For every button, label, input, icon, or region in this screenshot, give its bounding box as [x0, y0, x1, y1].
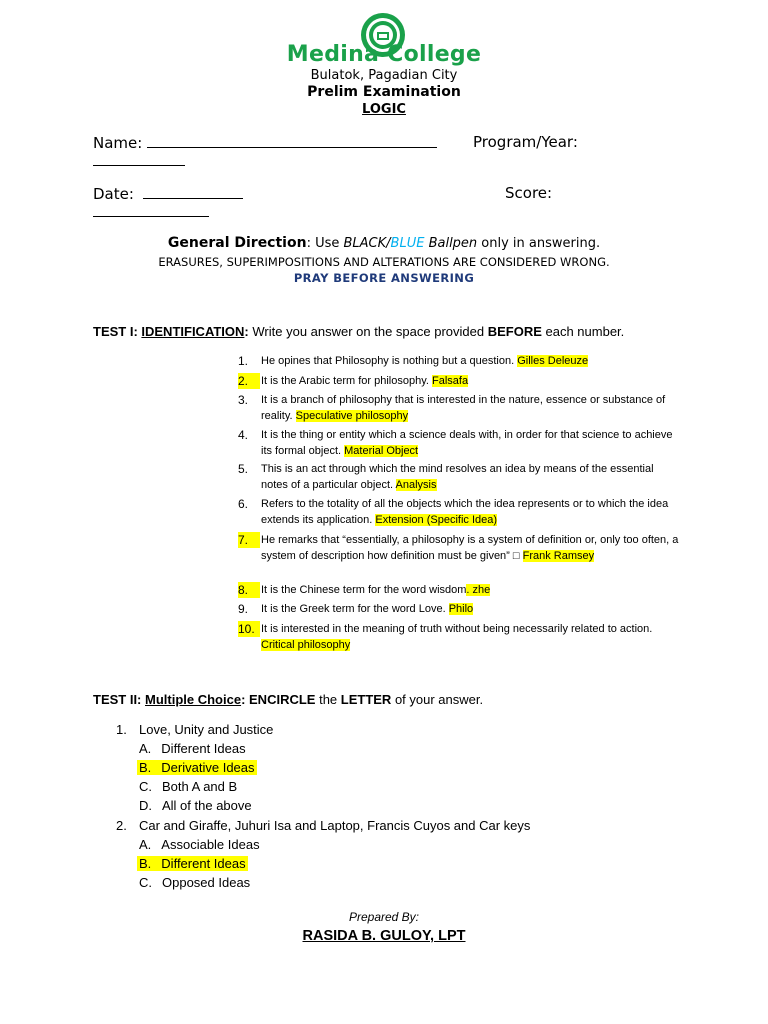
mc-q1-option-a[interactable] [139, 741, 246, 756]
mc-q2-option-a[interactable] [139, 837, 260, 852]
test2-instr-a: ENCIRCLE [249, 692, 316, 707]
option-text: Different Ideas [161, 741, 246, 756]
option-text: Associable Ideas [161, 837, 260, 852]
test2-title: Multiple Choice [145, 692, 242, 707]
item-answer: . zhe [466, 584, 491, 596]
mc-question-2-number: 2. [116, 818, 127, 833]
test1-colon: : [244, 324, 249, 339]
option-letter: C. [139, 779, 152, 794]
date-field [93, 184, 243, 203]
test1-instr-c: each number. [541, 324, 625, 339]
option-text: Opposed Ideas [162, 875, 251, 890]
college-name: Medina College [286, 42, 482, 67]
item-answer: Material Object [344, 445, 419, 457]
item-text: This is an act through which the mind resolves an idea by means of the essential notes of a particular object. [261, 463, 654, 491]
direction-post: Ballpen [424, 236, 478, 251]
test1-prefix: TEST I: [93, 324, 142, 339]
item-number: 9. [238, 602, 249, 616]
test2-prefix: TEST II: [93, 692, 145, 707]
item-text: It is the Chinese term for the word wisdom [261, 584, 467, 596]
item-text: It is the thing or entity which a science deals with, in order for that science to achieve its formal object. [261, 429, 673, 457]
test2-instr-b: the [315, 692, 341, 707]
item-answer: Philo [448, 603, 474, 615]
test1-instr-a: Write you answer on the space provided [248, 324, 488, 339]
item-text: He opines that Philosophy is nothing but a question. [261, 355, 518, 367]
option-letter: D. [139, 798, 152, 813]
score-label: Score: [505, 184, 553, 202]
mc-question-1-text: Love, Unity and Justice [139, 722, 274, 737]
general-direction [0, 235, 768, 251]
test2-heading [93, 692, 483, 707]
item-number: 2. [238, 373, 260, 389]
mc-q1-option-c[interactable] [139, 779, 237, 794]
item-text: Refers to the totality of all the objects which the idea represents or to which the idea extends its application. [261, 498, 669, 526]
program-blank-wrap [93, 151, 185, 170]
direction-label: General Direction [167, 235, 307, 251]
option-letter: A. [139, 837, 152, 852]
mc-q1-option-d[interactable] [139, 798, 252, 813]
item-answer: Falsafa [431, 375, 469, 387]
item-number: 10. [238, 621, 260, 637]
option-letter: B. [139, 760, 152, 775]
item-number: 4. [238, 428, 249, 442]
program-blank[interactable] [93, 151, 185, 166]
option-text: Derivative Ideas [161, 760, 255, 775]
direction-black: BLACK [343, 236, 387, 251]
name-label: Name: [93, 134, 143, 152]
subject-title: LOGIC [362, 102, 406, 117]
score-blank-wrap [93, 202, 209, 221]
item-number: 3. [238, 393, 249, 407]
mc-question-1-number: 1. [116, 722, 127, 737]
test2-instr-d: of your answer. [391, 692, 484, 707]
item-answer: Gilles Deleuze [517, 355, 589, 367]
option-letter: C. [139, 875, 152, 890]
direction-pre: : Use [306, 236, 344, 251]
erasures-warning: ERASURES, SUPERIMPOSITIONS AND ALTERATIONS ARE CONSIDERED WRONG. [158, 255, 610, 269]
test1-title: IDENTIFICATION [141, 324, 245, 339]
item-text: It is the Arabic term for philosophy. [261, 375, 432, 387]
date-label: Date: [93, 185, 134, 203]
mc-q1-option-b[interactable] [137, 760, 257, 775]
direction-slash: / [386, 236, 391, 251]
item-number: 5. [238, 462, 249, 476]
item-answer: Analysis [395, 479, 437, 491]
preparer-name: RASIDA B. GULOY, LPT [302, 928, 466, 944]
score-field [505, 184, 552, 202]
mc-question-2-text: Car and Giraffe, Juhuri Isa and Laptop, Francis Cuyos and Car keys [139, 818, 531, 833]
item-number: 7. [238, 532, 260, 548]
option-text: Different Ideas [161, 856, 246, 871]
name-blank[interactable] [147, 133, 437, 148]
item-answer: Extension (Specific Idea) [375, 514, 498, 526]
mc-q2-option-b[interactable] [137, 856, 248, 871]
date-blank[interactable] [143, 184, 243, 199]
item-text: It is the Greek term for the word Love. [261, 603, 449, 615]
option-letter: B. [139, 856, 152, 871]
item-answer: Speculative philosophy [295, 410, 409, 422]
item-answer: Frank Ramsey [522, 550, 595, 562]
direction-tail: only in answering. [477, 236, 601, 251]
item-text: He remarks that “essentially, a philosophy is a system of definition or, only too often, a system of description how definition must be given” □ [261, 534, 679, 562]
mc-q2-option-c[interactable] [139, 875, 250, 890]
test2-colon: : [241, 692, 250, 707]
option-text: All of the above [162, 798, 252, 813]
item-number: 6. [238, 497, 249, 511]
item-number: 1. [238, 354, 249, 368]
exam-title: Prelim Examination [307, 84, 461, 100]
score-blank[interactable] [93, 202, 209, 217]
college-address: Bulatok, Pagadian City [310, 68, 458, 83]
program-label: Program/Year: [473, 133, 578, 151]
item-answer: Critical philosophy [261, 639, 351, 651]
item-text: It is interested in the meaning of truth without being necessarily related to action. [261, 623, 653, 635]
test2-instr-c: LETTER [340, 692, 392, 707]
pray-note: PRAY BEFORE ANSWERING [293, 271, 475, 285]
name-field [93, 133, 437, 152]
option-text: Both A and B [162, 779, 238, 794]
test1-instr-b: BEFORE [487, 324, 542, 339]
test1-heading [93, 324, 624, 339]
item-number: 8. [238, 582, 260, 598]
option-letter: A. [139, 741, 152, 756]
program-field [473, 133, 578, 151]
direction-blue: BLUE [390, 236, 425, 251]
prepared-by-label: Prepared By: [348, 910, 420, 924]
item-text: It is a branch of philosophy that is interested in the nature, essence or substance of reality. [261, 394, 666, 422]
